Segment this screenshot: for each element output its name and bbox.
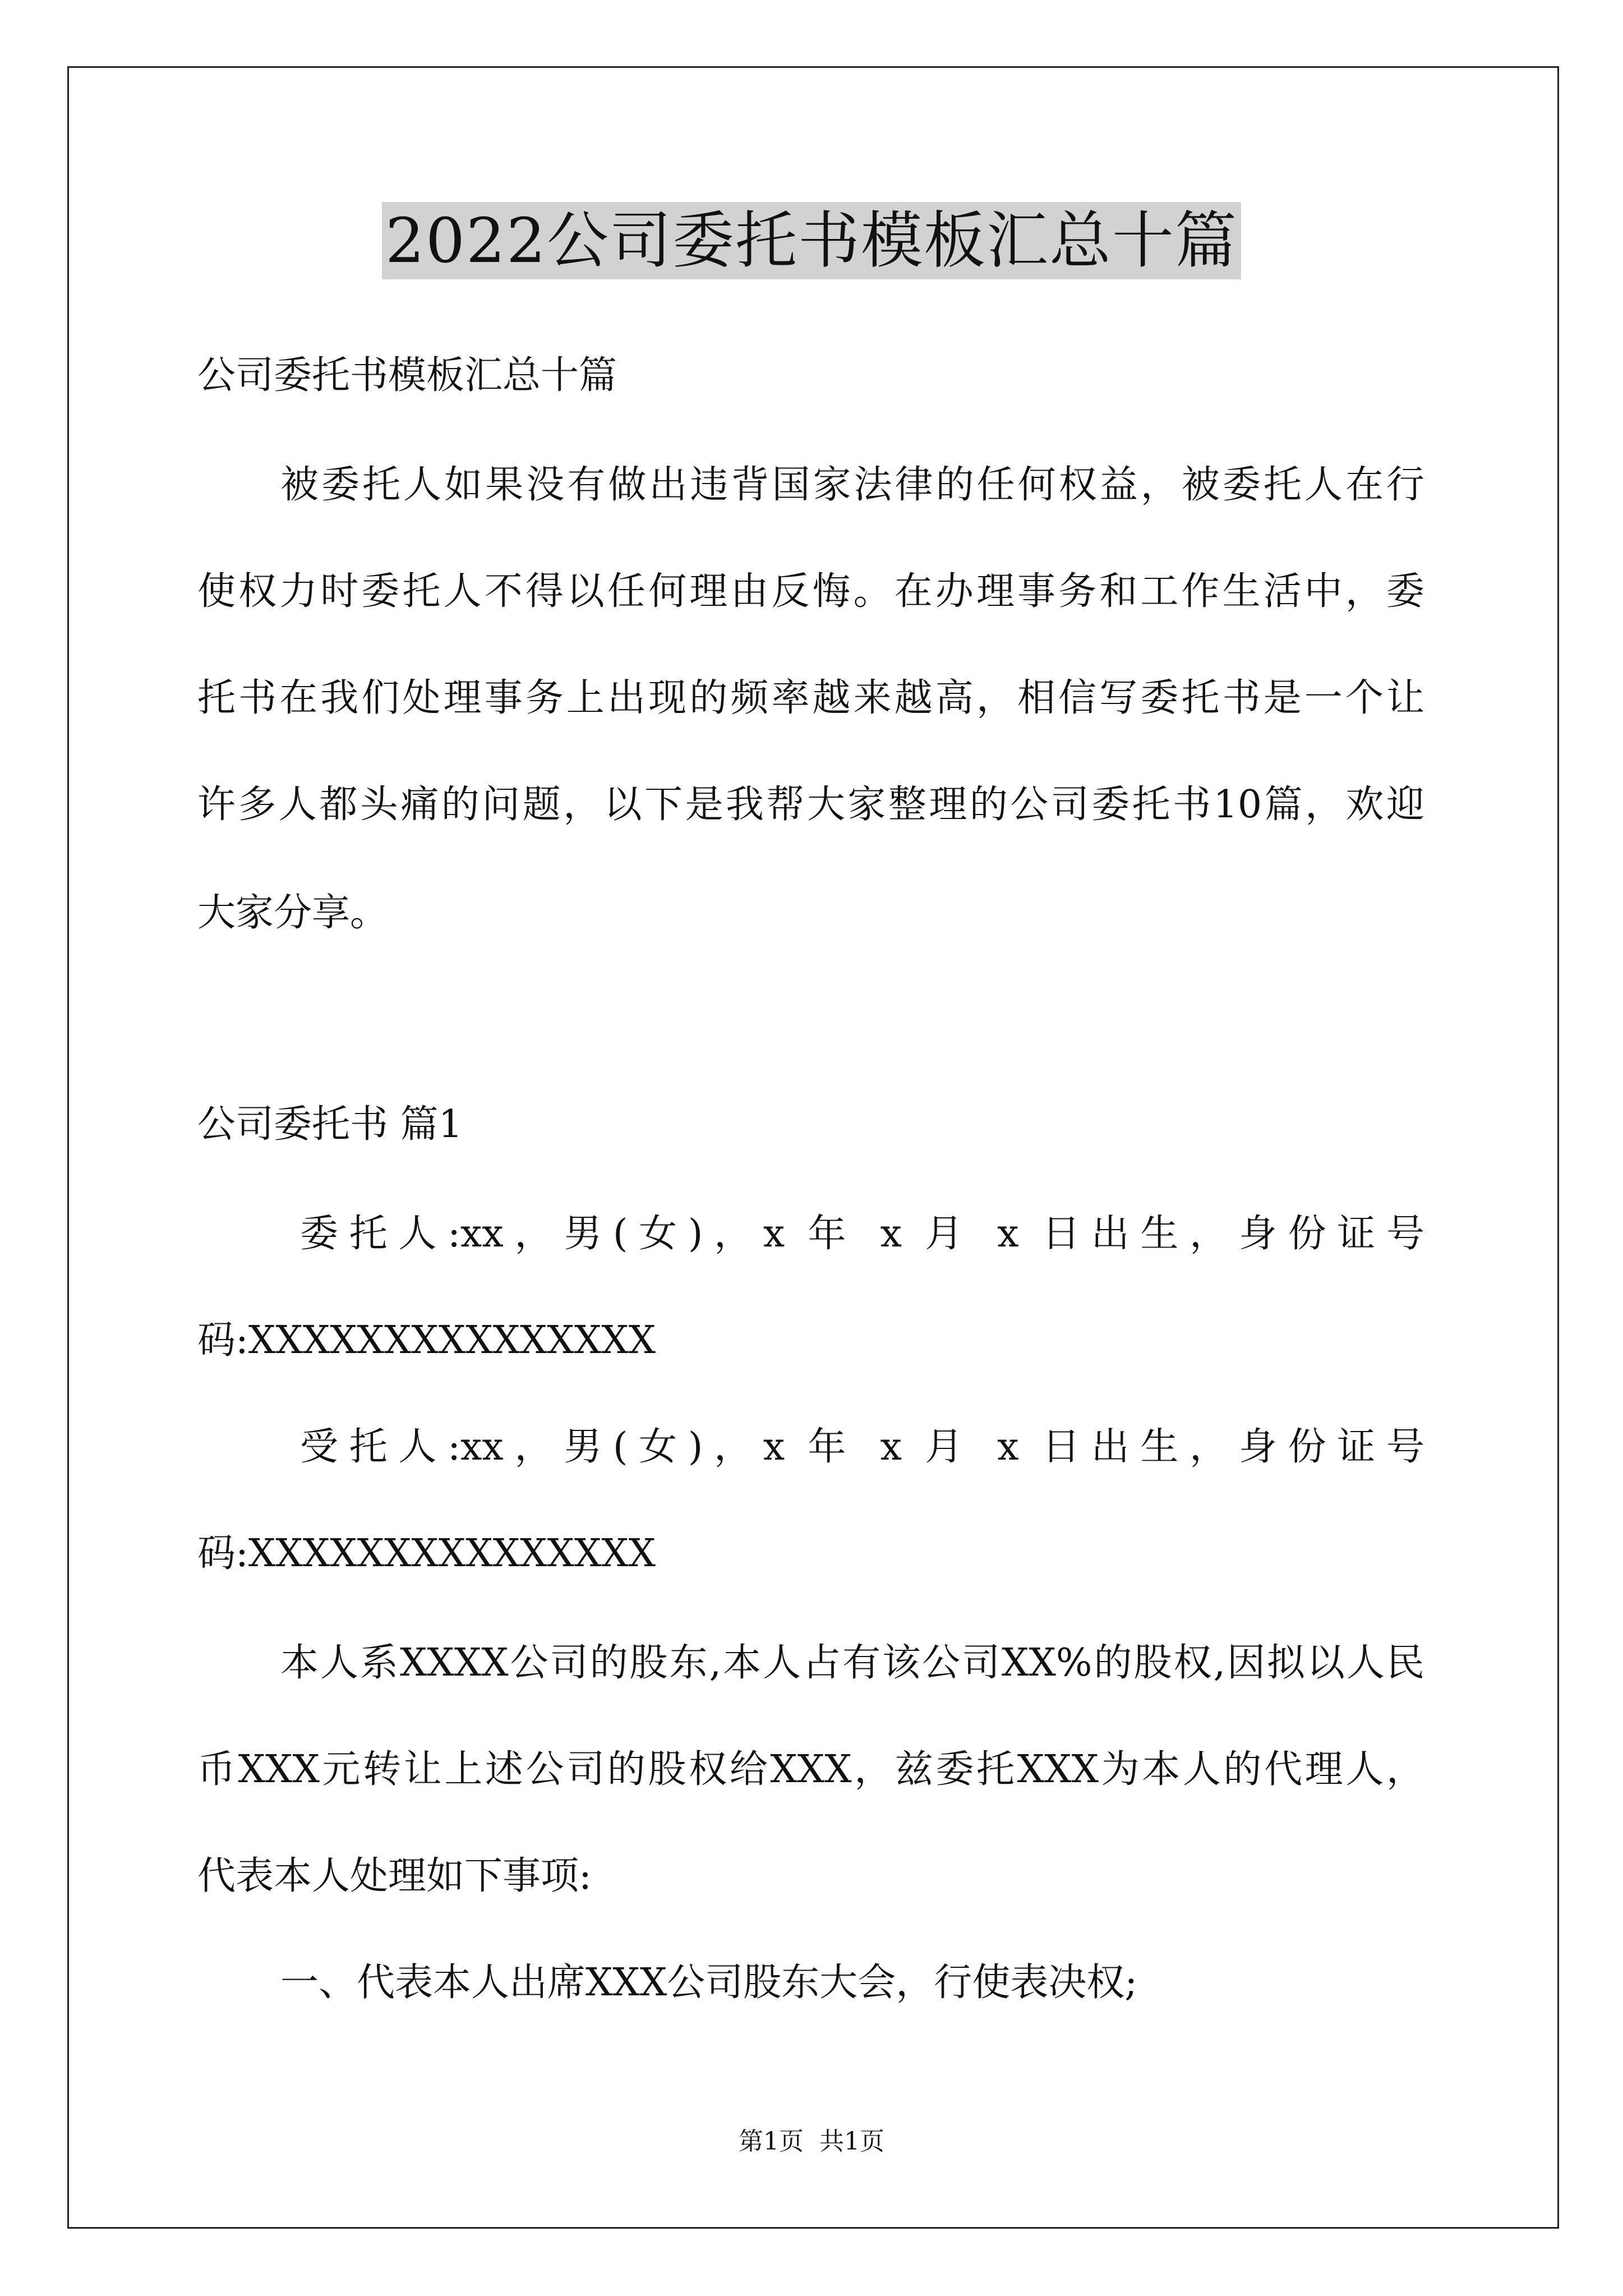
body-line: 本人系XXXX公司的股东,本人占有该公司XX%的股权,因拟以人民 — [280, 1641, 1424, 1685]
page-total: 共1页 — [819, 2127, 884, 2156]
intro-line: 托书在我们处理事务上出现的频率越来越高，相信写委托书是一个让 — [197, 676, 1424, 720]
page-number: 第1页 — [739, 2127, 804, 2156]
document-subtitle: 公司委托书模板汇总十篇 — [197, 353, 617, 398]
agent-line: 受托人:xx，男(女)，x 年 x 月 x 日出生，身份证号 — [300, 1425, 1424, 1469]
principal-line: 委托人:xx，男(女)，x 年 x 月 x 日出生，身份证号 — [300, 1212, 1424, 1256]
body-line: 代表本人处理如下事项: — [197, 1854, 592, 1898]
body-line: 币XXX元转让上述公司的股权给XXX，兹委托XXX为本人的代理人， — [197, 1747, 1424, 1792]
list-item-1: 一、代表本人出席XXX公司股东大会，行使表决权; — [280, 1961, 1138, 2005]
intro-line: 使权力时委托人不得以任何理由反悔。在办理事务和工作生活中，委 — [197, 569, 1424, 614]
agent-id-line: 码:XXXXXXXXXXXXXXX — [197, 1531, 656, 1576]
document-title: 2022公司委托书模板汇总十篇 — [382, 202, 1241, 279]
intro-line: 大家分享。 — [197, 891, 389, 935]
intro-line: 被委托人如果没有做出违背国家法律的任何权益，被委托人在行 — [280, 463, 1424, 507]
principal-id-line: 码:XXXXXXXXXXXXXXX — [197, 1318, 656, 1363]
intro-line: 许多人都头痛的问题，以下是我帮大家整理的公司委托书10篇，欢迎 — [197, 783, 1424, 827]
section-heading: 公司委托书 篇1 — [197, 1102, 463, 1147]
title-container — [0, 202, 1623, 279]
page-footer — [0, 2126, 1623, 2157]
